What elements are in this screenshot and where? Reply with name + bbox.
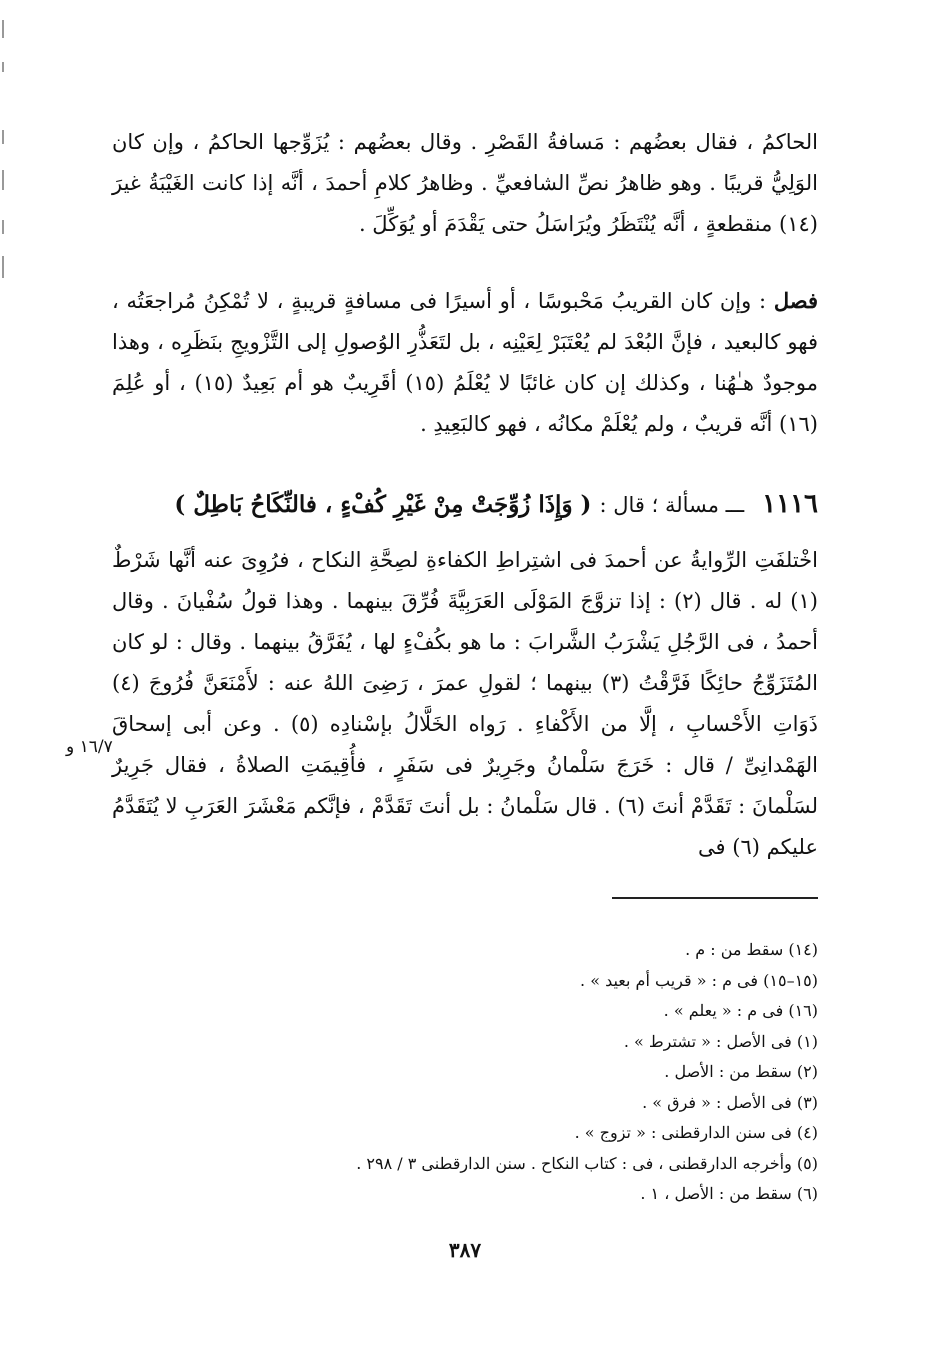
footnote: (٥) وأخرجه الدارقطنى ، فى : كتاب النكاح . سنن الدارقطنى ٣ / ٢٩٨ . xyxy=(356,1153,818,1173)
paragraph-2-text: : وإن كان القريبُ مَحْبوسًا ، أو أسيرًا فى مسافةٍ قريبةٍ ، لا تُمْكِنُ مُراجعَتُه ، فهو كالبعيد ، فإنَّ البُعْدَ لم يُعْتَبَرْ لِعَيْنِه ، بل لتَعَذُّرِ الوُصولِ إلى التَّزْويجِ بنَظَرِه ، وهذا موجودٌ هـٰهُنا ، وكذلك إن كان غائبًا لا يُعْلَمُ (١٥) أقَرِيبٌ هو أم بَعِيدٌ (١٥) ، أو عُلِمَ (١٦) أنَّه قريبٌ ، ولم يُعْلَمْ مكانُه ، فهو كالبَعِيدِ . xyxy=(112,289,818,436)
footnote: (٤) فى سنن الدارقطنى : « تزوج » . xyxy=(574,1123,818,1142)
footnote: (١٦) فى م : « يعلم » . xyxy=(663,1001,818,1020)
footnote: (١٥–١٥) فى م : « قريب أم بعيد » . xyxy=(580,970,818,990)
scan-edge-marks xyxy=(2,20,6,280)
footnote: (١٤) سقط من : م . xyxy=(685,940,818,959)
paragraph-3: اخْتلفَتِ الرِّوايةُ عن أحمدَ فى اشتِراطِ الكفاءةِ لصِحَّةِ النكاح ، فرُوِىَ عنه أنَّها شَرْطٌ (١) له . قال (٢) : إذا تزوَّجَ المَوْلَى العَرَبِيَّةَ فُرِّقَ بينهما . وهذا قولُ سُفْيانَ . وقال أحمدُ ، فى الرَّجُلِ يَشْرَبُ الشَّرابَ : ما هو بكُفْءٍ لها ، يُفَرَّقُ بينهما . وقال : لو كان المُتَزَوِّجُ حائِكًا فَرَّقْتُ (٣) بينهما ؛ لقولِ عمرَ ، رَضِىَ اللهُ عنه : لأَمْنَعَنَّ فُرُوجَ (٤) ذَوَاتِ الأَحْسابِ ، إلَّا من الأَكْفاءِ . رَواه الخَلَّالُ بإسْنادِه (٥) . وعن أبى إسحاقَ الهَمْدانِىِّ / قال : خَرَجَ سَلْمانُ وجَرِيرٌ فى سَفَرٍ ، فأُقِيمَتِ الصلاةُ ، فقال جَرِيرٌ لسَلْمانَ : تَقَدَّمْ أنتَ (٦) . قال سَلْمانُ : بل أنتَ تَقَدَّمْ ، فإنَّكم مَعْشَرَ العَرَبِ لا يُتَقَدَّمُ عليكم (٦) فى xyxy=(112,548,819,859)
issue-lead: ـــ مسألة ؛ قال : xyxy=(599,493,745,517)
footnote: (١) فى الأصل : « تشترط » . xyxy=(623,1031,818,1051)
footnote: (٣) فى الأصل : « فرق » . xyxy=(642,1092,818,1112)
issue-number: ١١١٦ xyxy=(762,489,818,519)
footnote: (٦) سقط من : الأصل ، ١ . xyxy=(640,1184,818,1203)
issue-heading xyxy=(112,482,818,527)
footnote: (٢) سقط من : الأصل . xyxy=(664,1062,818,1081)
footnote-divider xyxy=(612,897,818,899)
paragraph-2 xyxy=(112,280,818,445)
manuscript-folio-note: ١٦/٧ و xyxy=(66,737,113,757)
page-number: ٣٨٧ xyxy=(448,1238,482,1262)
issue-text: ( وَإِذَا زُوِّجَتْ مِنْ غَيْرِ كُفْءٍ ، فالنِّكَاحُ بَاطِلٌ ) xyxy=(174,491,592,518)
paragraph-1: الحاكمُ ، فقال بعضُهم : مَسافةُ القَصْرِ . وقال بعضُهم : يُزَوِّجها الحاكمُ ، وإن كان الوَلِيُّ قريبًا . وهو ظاهرُ نصِّ الشافعيِّ . وظاهرُ كلامِ أحمدَ ، أنَّه إذا كانت الغَيْبَةُ غيرَ (١٤) منقطعةٍ ، أنَّه يُنْتَظَرُ ويُرَاسَلُ حتى يَقْدَمَ أو يُوَكِّلَ . xyxy=(112,130,818,236)
footnotes xyxy=(112,935,818,1210)
section-lead-word: فصل xyxy=(773,288,818,313)
